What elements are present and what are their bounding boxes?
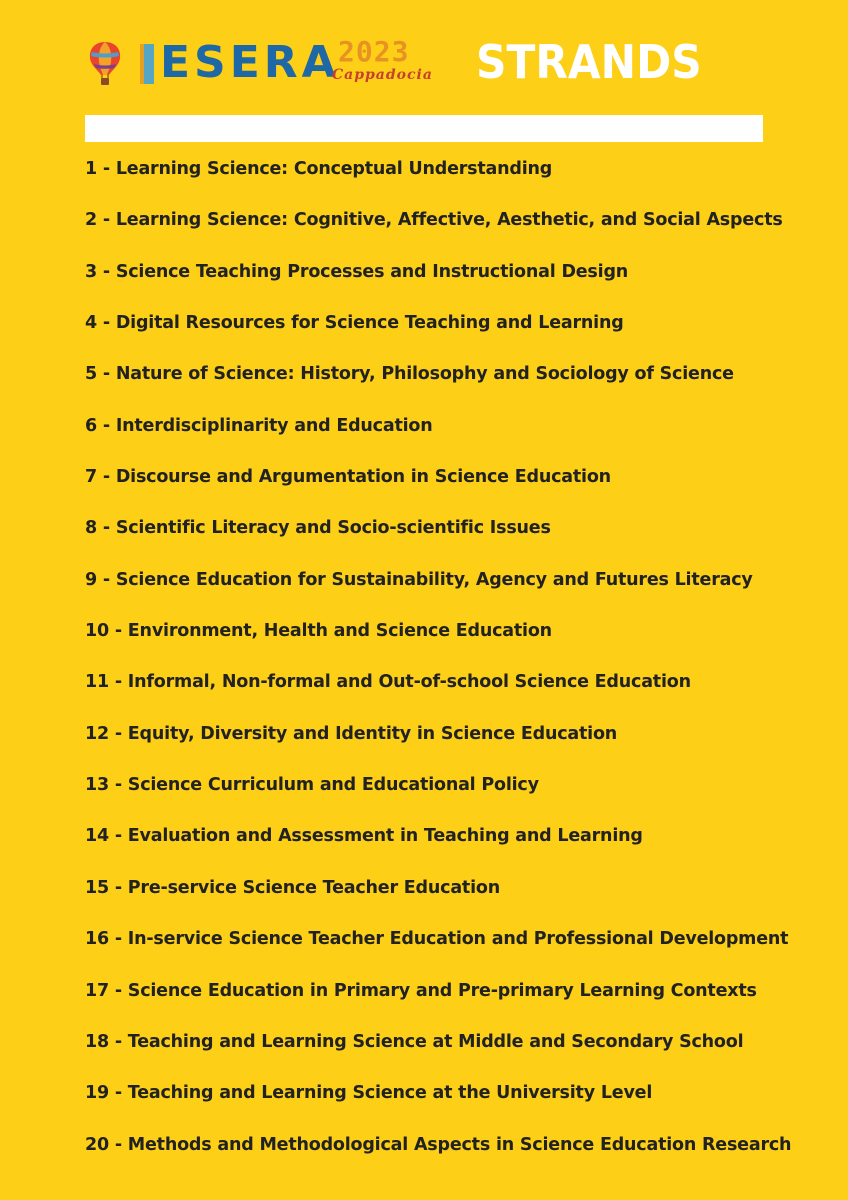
strand-item: 1 - Learning Science: Conceptual Understanding [85, 159, 553, 179]
logo-wordmark: ESERA [160, 37, 340, 88]
logo-bar [140, 44, 154, 84]
strand-item: 2 - Learning Science: Cognitive, Affective, Aesthetic, and Social Aspects [85, 210, 783, 231]
strand-item: 19 - Teaching and Learning Science at the University Level [85, 1083, 653, 1104]
strand-item: 6 - Interdisciplinarity and Education [85, 415, 433, 436]
page-title: STRANDS [476, 35, 702, 89]
strand-item: 7 - Discourse and Argumentation in Science Education [85, 467, 611, 488]
esera-logo [88, 35, 433, 88]
strand-item: 11 - Informal, Non-formal and Out-of-school Science Education [85, 672, 691, 693]
strand-item: 14 - Evaluation and Assessment in Teaching and Learning [85, 826, 643, 847]
strand-item: 10 - Environment, Health and Science Education [85, 621, 552, 642]
strand-item: 15 - Pre-service Science Teacher Education [85, 877, 500, 898]
strand-item: 3 - Science Teaching Processes and Instructional Design [85, 261, 629, 282]
strand-item: 20 - Methods and Methodological Aspects in Science Education Research [85, 1134, 792, 1155]
strand-item: 17 - Science Education in Primary and Pre-primary Learning Contexts [85, 980, 757, 1001]
strand-item: 8 - Scientific Literacy and Socio-scientific Issues [85, 518, 551, 539]
strand-item: 16 - In-service Science Teacher Education and Professional Development [85, 929, 789, 950]
divider-bar [85, 115, 763, 142]
strand-item: 5 - Nature of Science: History, Philosophy and Sociology of Science [85, 364, 734, 385]
strand-item: 18 - Teaching and Learning Science at Middle and Secondary School [85, 1031, 744, 1052]
hot-air-balloon-icon [88, 40, 122, 88]
strand-list [85, 155, 805, 1182]
strand-item: 4 - Digital Resources for Science Teaching and Learning [85, 313, 624, 334]
strand-item: 9 - Science Education for Sustainability, Agency and Futures Literacy [85, 569, 753, 590]
strand-item: 12 - Equity, Diversity and Identity in Science Education [85, 723, 618, 744]
logo-year: 2023 [338, 35, 410, 68]
logo-city: Cappadocia [332, 67, 433, 83]
strand-item: 13 - Science Curriculum and Educational Policy [85, 775, 539, 796]
